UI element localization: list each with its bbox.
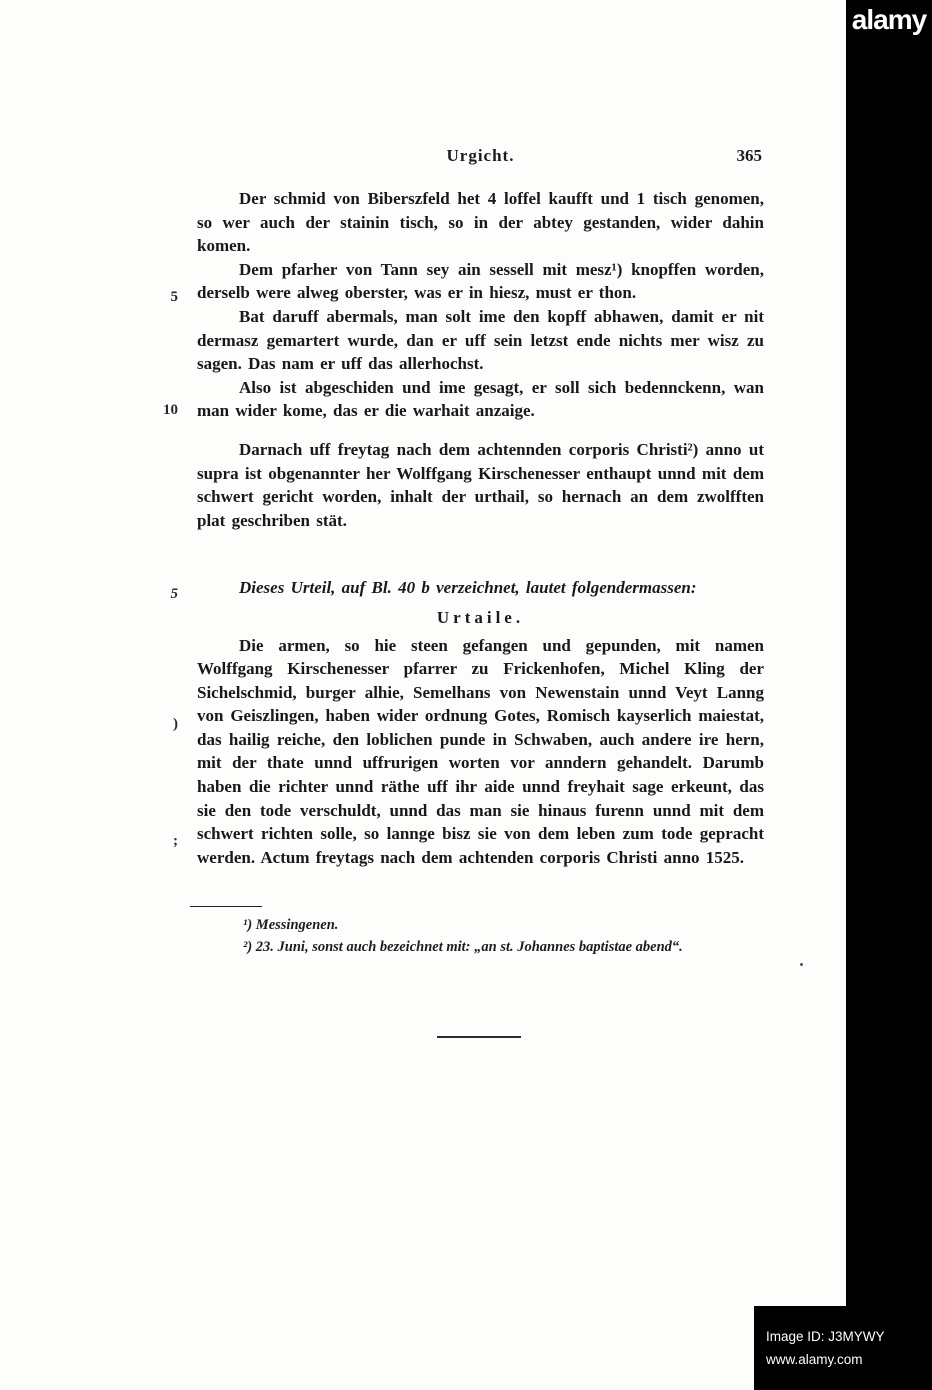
- section-end-rule: [437, 1036, 521, 1038]
- alamy-info-box: [754, 1306, 932, 1390]
- paragraph: Der schmid von Biberszfeld het 4 loffel kaufft und 1 tisch genomen, so wer auch der stainin tisch, so in der abtey gestanden, wider dahin komen.: [197, 189, 764, 256]
- margin-line-number: 5: [170, 289, 178, 305]
- text-column: [197, 187, 764, 869]
- paragraph: Also ist abgeschiden und ime gesagt, er soll sich bedennckenn, wan man wider kome, das er die warhait anzaige.: [197, 377, 764, 421]
- judgment-heading: Urtaile.: [436, 607, 525, 627]
- image-id-label: Image ID: J3MYWY: [766, 1329, 885, 1344]
- page-number: 365: [736, 146, 762, 165]
- page-header: [197, 146, 764, 168]
- running-title: Urgicht.: [446, 146, 515, 165]
- scan-speck: [800, 963, 803, 966]
- judgment-body: Die armen, so hie steen gefangen und gepunden, mit namen Wolffgang Kirschenesser pfarrer zu Frickenhofen, Michel Kling der Sichelschmid, burger alhie, Semelhans von Newenstain unnd Veyt Lanng von Geiszlingen, haben wider ordnung Gotes, Romisch kayserlich maiestat, das hailig reiche, den loblichen punde in Schwaben, auch andere ire hern, mit der thate unnd uffrurigen worten vor anndern gehandelt. Darumb haben die richter unnd räthe uff ihr aide unnd freyhait sage erkeunt, das sie den tode verschuldt, unnd das man sie hinaus furenn unnd mit dem schwert richten solle, so lannge bisz sie von dem leben zum tode gepracht werden. Actum freytags nach dem achtenden corporis Christi anno 1525.: [197, 635, 764, 867]
- margin-line-number: ): [173, 716, 178, 732]
- margin-line-number: ;: [173, 833, 178, 849]
- judgment-intro: Dieses Urteil, auf Bl. 40 b verzeichnet, lautet folgendermassen:: [239, 578, 697, 598]
- paragraph: Bat daruff abermals, man solt ime den kopff abhawen, damit er nit dermasz gemartert wurde, dan er uff sein letzst ende nichts mer wisz zu sagen. Das nam er uff das allerhochst.: [197, 306, 764, 374]
- alamy-watermark-bar: [846, 0, 932, 1390]
- footnote-rule: [190, 906, 262, 907]
- margin-line-number: 10: [163, 402, 178, 418]
- margin-line-number: 5: [170, 586, 178, 602]
- alamy-logo: alamy: [851, 4, 927, 35]
- footnote: ²) 23. Juni, sonst auch bezeichnet mit: „an st. Johannes baptistae abend“.: [243, 939, 683, 955]
- footnotes: [197, 906, 764, 958]
- footnote: ¹) Messingenen.: [243, 917, 339, 933]
- alamy-url: www.alamy.com: [766, 1352, 863, 1367]
- paragraph: Dem pfarher von Tann sey ain sessell mit mesz¹) knopffen worden, derselb were alweg oberster, was er in hiesz, must er thon.: [197, 259, 764, 303]
- paragraph: Darnach uff freytag nach dem achtennden corporis Christi²) anno ut supra ist obgenannter her Wolffgang Kirschenesser enthaupt unnd mit dem schwert gericht worden, inhalt der urthail, so hernach an dem zwolfften plat geschriben stät.: [197, 439, 764, 530]
